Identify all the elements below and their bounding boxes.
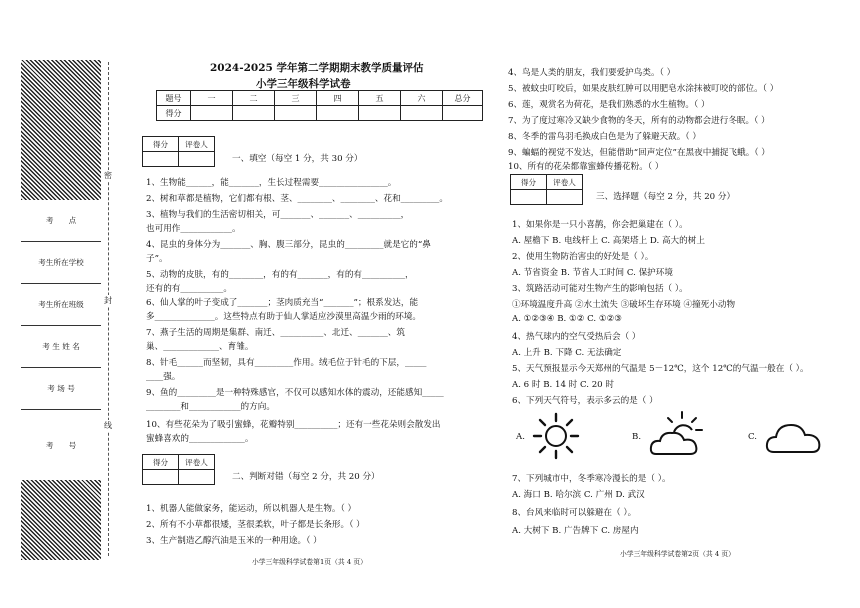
partly-cloudy-icon <box>648 410 710 460</box>
grader-box <box>142 136 215 167</box>
choice-question-5: 5、天气预报显示今天郑州的气温是 5－12℃，这个 12℃的气温一般在（ ）。 <box>512 364 809 374</box>
fill-question-4: 4、昆虫的身体分为_______、胸、腹三部分，昆虫的_________就是它的“鼻 <box>146 240 431 250</box>
fill-question-5-cont: 还有的有__________。 <box>146 284 232 294</box>
section3-title: 三、选择题（每空 2 分，共 20 分） <box>596 192 736 202</box>
fill-question-8-cont: ____强。 <box>146 372 181 382</box>
exam-title: 2024-2025 学年第二学期期末教学质量评估 <box>210 62 424 74</box>
score-table-header: 五 <box>359 91 401 106</box>
choice-items-3: ①环境温度升高 ②水土流失 ③破坏生存环境 ④撞死小动物 <box>512 300 736 310</box>
fill-question-6-cont: 多______________。这些特点有助于仙人掌适应沙漠里高温少雨的环境。 <box>146 312 422 322</box>
score-table-header: 六 <box>401 91 443 106</box>
grader-name-cell[interactable] <box>547 190 583 205</box>
judge-question-7: 7、为了度过寒冷又缺少食物的冬天，所有的动物都会进行冬眠。（ ） <box>508 116 770 126</box>
fill-question-7: 7、燕子生活的周期是集群、南迁、__________、北迁、_______、筑 <box>146 328 405 338</box>
fill-question-10-cont: 蜜蜂喜欢的_____________。 <box>146 434 254 444</box>
score-table-header: 题号 <box>157 91 191 106</box>
choice-options-2: A. 节省资金 B. 节省人工时间 C. 保护环境 <box>512 268 673 278</box>
seal-line <box>108 62 109 556</box>
choice-question-6: 6、下列天气符号，表示多云的是（ ） <box>512 396 658 406</box>
fill-question-3-cont: 也可用作____________。 <box>146 224 241 234</box>
choice-options-1: A. 屋檐下 B. 电线杆上 C. 高架塔上 D. 高大的树上 <box>512 236 705 246</box>
fill-question-6: 6、仙人掌的叶子变成了_______；茎肉质充当“_______”；根系发达，能 <box>146 298 419 308</box>
fill-question-7-cont: 巢、_____________、育雏。 <box>146 342 254 352</box>
score-table-header: 四 <box>317 91 359 106</box>
score-table-header: 三 <box>275 91 317 106</box>
judge-question-9: 9、蝙蝠的视觉不发达，但能借助“回声定位”在黑夜中捕捉飞蛾。（ ） <box>508 148 770 158</box>
exam-subtitle: 小学三年级科学试卷 <box>256 78 351 90</box>
grader-score-cell[interactable] <box>143 470 179 485</box>
score-cell[interactable] <box>317 106 359 121</box>
judge-question-3: 3、生产制造乙醇汽油是玉米的一种用途。（ ） <box>146 536 322 546</box>
choice-options-4: A. 上升 B. 下降 C. 无法确定 <box>512 348 622 358</box>
fill-question-5: 5、动物的皮肤，有的________，有的有_______，有的有__________， <box>146 270 414 280</box>
choice-question-1: 1、如果你是一只小喜鹊，你会把巢建在（ ）。 <box>512 220 688 230</box>
choice-options-7: A. 海口 B. 哈尔滨 C. 广州 D. 武汉 <box>512 490 645 500</box>
grader-score-label: 得分 <box>143 137 179 152</box>
score-cell[interactable] <box>359 106 401 121</box>
field-exam-number: 考 号 <box>45 440 77 450</box>
judge-question-10: 10、所有的花朵都靠蜜蜂传播花粉。（ ） <box>508 162 664 172</box>
section2-title: 二、判断对错（每空 2 分，共 20 分） <box>232 472 380 482</box>
grader-label: 评卷人 <box>179 455 215 470</box>
fill-question-9-cont: ________和____________的方向。 <box>146 402 275 412</box>
choice-question-4: 4、热气球内的空气受热后会（ ） <box>512 332 641 342</box>
field-room: 考 场 号 <box>21 368 101 410</box>
score-table <box>156 90 483 121</box>
grader-name-cell[interactable] <box>179 470 215 485</box>
page-footer-2: 小学三年级科学试卷第2页（共 4 页） <box>620 550 735 558</box>
score-cell[interactable] <box>233 106 275 121</box>
grader-box <box>142 454 215 485</box>
section1-title: 一、填空（每空 1 分，共 30 分） <box>232 154 363 164</box>
grader-box <box>510 174 583 205</box>
choice-options-3: A. ①②③④ B. ①② C. ①②③ <box>512 314 622 324</box>
grader-score-label: 得分 <box>511 175 547 190</box>
hatch-pattern-top <box>21 60 101 200</box>
field-class: 考生所在班级 <box>21 284 101 326</box>
seal-char-mi: 密 <box>104 171 112 180</box>
choice-question-3: 3、筑路活动可能对生物产生的影响包括（ ）。 <box>512 284 688 294</box>
score-cell[interactable] <box>443 106 483 121</box>
choice-question-7: 7、下列城市中，冬季寒冷漫长的是（ ）。 <box>512 474 671 484</box>
score-cell[interactable] <box>401 106 443 121</box>
weather-option-a-label: A. <box>516 432 525 442</box>
sun-icon <box>532 412 580 460</box>
page-footer-1: 小学三年级科学试卷第1页（共 4 页） <box>252 558 367 566</box>
fill-question-3: 3、植物与我们的生活密切相关，可_______、_______、__________， <box>146 210 410 220</box>
score-table-header: 二 <box>233 91 275 106</box>
judge-question-1: 1、机器人能做家务，能运动，所以机器人是生物。（ ） <box>146 504 357 514</box>
seal-char-xian: 线 <box>104 421 112 430</box>
fill-question-8: 8、针毛______而坚韧，具有_________作用。绒毛位于针毛的下层，_____ <box>146 358 427 368</box>
score-cell[interactable] <box>275 106 317 121</box>
binding-margin <box>21 60 101 560</box>
choice-options-8: A. 大树下 B. 广告牌下 C. 房屋内 <box>512 526 639 536</box>
hatch-pattern-bottom <box>21 480 101 560</box>
weather-option-c-label: C. <box>748 432 758 442</box>
fill-question-10: 10、有些花朵为了吸引蜜蜂，花瓣特别__________；还有一些花朵则会散发出 <box>146 420 441 430</box>
cloud-icon <box>764 416 824 456</box>
score-table-header: 一 <box>191 91 233 106</box>
grader-score-cell[interactable] <box>143 152 179 167</box>
judge-question-6: 6、莲，观赏名为荷花，是我们熟悉的水生植物。（ ） <box>508 100 710 110</box>
fill-question-2: 2、树和草都是植物，它们都有根、茎、________、________、花和_________。 <box>146 194 448 204</box>
grader-name-cell[interactable] <box>179 152 215 167</box>
score-cell[interactable] <box>191 106 233 121</box>
choice-question-8: 8、台风来临时可以躲避在（ ）。 <box>512 508 637 518</box>
grader-label: 评卷人 <box>547 175 583 190</box>
score-row-label: 得分 <box>157 106 191 121</box>
fill-question-4-cont: 子”。 <box>146 254 168 264</box>
seal-char-feng: 封 <box>104 296 112 305</box>
grader-score-label: 得分 <box>143 455 179 470</box>
judge-question-2: 2、所有不小草都很矮，茎很柔软，叶子都是长条形。（ ） <box>146 520 365 530</box>
judge-question-8: 8、冬季的雷鸟羽毛换成白色是为了躲避天敌。（ ） <box>508 132 701 142</box>
weather-option-b-label: B. <box>632 432 642 442</box>
fill-question-9: 9、鱼的_________是一种特殊感官，不仅可以感知水体的震动，还能感知_____ <box>146 388 444 398</box>
grader-score-cell[interactable] <box>511 190 547 205</box>
field-school: 考生所在学校 <box>21 242 101 284</box>
score-table-header: 总分 <box>443 91 483 106</box>
judge-question-4: 4、鸟是人类的朋友，我们要爱护鸟类。（ ） <box>508 68 676 78</box>
fill-question-1: 1、生物能______，能_______，生长过程需要________________。 <box>146 178 397 188</box>
choice-options-5: A. 6 时 B. 14 时 C. 20 时 <box>512 380 614 390</box>
grader-label: 评卷人 <box>179 137 215 152</box>
choice-question-2: 2、使用生物防治害虫的好处是（ ）。 <box>512 252 654 262</box>
field-name: 考 生 姓 名 <box>21 326 101 368</box>
field-exam-site: 考 点 <box>21 200 101 242</box>
judge-question-5: 5、被蚊虫叮咬后，如果皮肤红肿可以用肥皂水涂抹被叮咬的部位。（ ） <box>508 84 779 94</box>
